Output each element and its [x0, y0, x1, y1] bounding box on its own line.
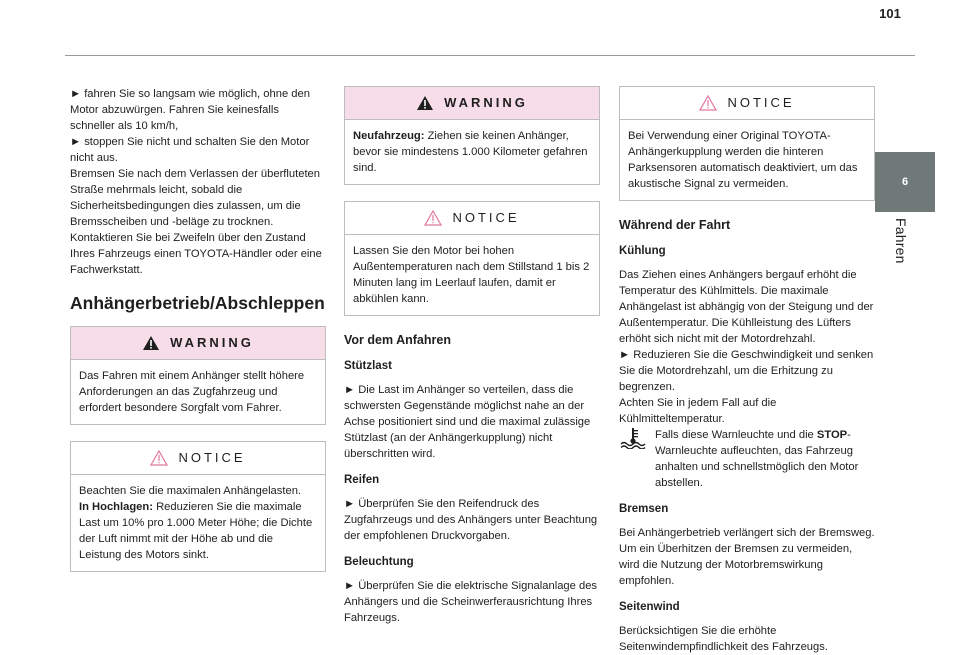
notice-header — [620, 87, 874, 120]
caution-icon — [424, 210, 442, 226]
warning-box — [344, 86, 600, 185]
notice-title: NOTICE — [452, 210, 520, 225]
notice-text-cont: Reduzieren Sie die maximale Last um 10% pro 1.000 Meter Höhe; die Dichte der Luft nimmt mit der Höhe ab und die Leistung des Motors sinkt. — [79, 501, 313, 561]
subheading: Reifen — [344, 474, 380, 486]
paragraph: Das Ziehen eines Anhängers bergauf erhöht die Temperatur des Kühlmittels. Die maximale Anhängelast ist abhängig von der Steigung und der Außentemperatur. Die Kühlleistung des Lüfters erhöht sich nicht mit der Motordrehzahl. — [619, 269, 874, 345]
paragraph — [70, 86, 326, 134]
column-2 — [344, 86, 600, 626]
subheading: Beleuchtung — [344, 556, 414, 568]
warning-header — [71, 327, 325, 360]
section-heading: Anhängerbetrieb/Abschleppen — [70, 293, 325, 313]
bullet-icon: ► — [344, 498, 359, 510]
bullet-text: Reduzieren Sie die Geschwindigkeit und senken Sie die Motordrehzahl, um die Erhitzung zu begrenzen. — [619, 349, 874, 393]
notice-header — [71, 442, 325, 475]
column-3 — [619, 86, 875, 655]
bullet-icon: ► — [70, 88, 85, 100]
paragraph: Bremsen Sie nach dem Verlassen der überfluteten Straße mehrmals leicht, sobald die Sicherheitsbedingungen dies zulassen, um die Bremsscheiben und -beläge zu trocknen. — [70, 168, 320, 228]
paragraph: Berücksichtigen Sie die erhöhte Seitenwindempfindlichkeit des Fahrzeugs. — [619, 625, 828, 653]
notice-title: NOTICE — [178, 450, 246, 465]
warning-title: WARNING — [444, 95, 528, 110]
warning-icon — [142, 335, 160, 351]
paragraph: Achten Sie in jedem Fall auf die Kühlmitteltemperatur. — [619, 397, 777, 425]
subheading: Kühlung — [619, 245, 666, 257]
lamp-text-2: -Warnleuchte aufleuchten, das Fahrzeug anhalten und schnellstmöglich den Motor abstellen. — [655, 429, 859, 489]
warning-text: Ziehen sie keinen Anhänger, bevor sie mindestens 1.000 Kilometer gefahren sind. — [353, 130, 588, 174]
caution-icon — [150, 450, 168, 466]
chapter-title: Fahren — [893, 218, 909, 264]
lamp-text-1: Falls diese Warnleuchte und die — [655, 429, 817, 441]
paragraph — [344, 382, 600, 462]
warning-bold: Neufahrzeug: — [353, 130, 425, 142]
bullet-text: Die Last im Anhänger so verteilen, dass die schwersten Gegenstände möglichst nahe an der Achse positioniert sind und die maximal zulässige Stützlast (an der Anhängerkupplung) nicht überschritten wird. — [344, 384, 591, 460]
notice-body — [71, 475, 325, 571]
paragraph — [619, 347, 875, 395]
notice-bold: In Hochlagen: — [79, 501, 153, 513]
section-heading: Während der Fahrt — [619, 218, 731, 232]
column-1 — [70, 86, 326, 588]
paragraph: Kontaktieren Sie bei Zweifeln über den Zustand Ihres Fahrzeugs einen TOYOTA-Händler oder eine Fachwerkstatt. — [70, 232, 322, 276]
bullet-icon: ► — [344, 580, 359, 592]
bullet-icon: ► — [619, 349, 634, 361]
bullet-text: Überprüfen Sie die elektrische Signalanlage des Anhängers und die Scheinwerferausrichtung Ihres Fahrzeugs. — [344, 580, 598, 624]
header-rule — [65, 55, 915, 56]
notice-text — [79, 499, 317, 563]
subheading: Seitenwind — [619, 601, 680, 613]
paragraph — [344, 578, 600, 626]
lamp-text — [655, 427, 875, 491]
notice-box — [70, 441, 326, 572]
notice-box — [619, 86, 875, 201]
notice-title: NOTICE — [727, 95, 795, 110]
page-number: 101 — [879, 6, 901, 21]
bullet-text: Überprüfen Sie den Reifendruck des Zugfahrzeugs und des Anhängers unter Beachtung der empfohlenen Druckvorgaben. — [344, 498, 598, 542]
notice-text: Lassen Sie den Motor bei hohen Außentemperaturen nach dem Stillstand 1 bis 2 Minuten lang im Leerlauf laufen, damit er abkühlen kann. — [353, 245, 590, 305]
bullet-text: stoppen Sie nicht und schalten Sie den Motor nicht aus. — [70, 136, 310, 164]
paragraph — [70, 134, 326, 166]
caution-icon — [699, 95, 717, 111]
stop-label: STOP — [816, 429, 848, 441]
warning-lamp-row — [619, 427, 875, 491]
warning-title: WARNING — [170, 335, 254, 350]
warning-box — [70, 326, 326, 425]
paragraph: Bei Anhängerbetrieb verlängert sich der Bremsweg. Um ein Überhitzen der Bremsen zu vermeiden, wird die Nutzung der Motorbremswirkung empfohlen. — [619, 527, 875, 587]
warning-header — [345, 87, 599, 120]
notice-text: Bei Verwendung einer Original TOYOTA-Anhängerkupplung werden die hinteren Parksensoren automatisch deaktiviert, um das akustische Signal zu vermeiden. — [628, 130, 858, 190]
coolant-temperature-icon — [619, 427, 649, 491]
bullet-text: fahren Sie so langsam wie möglich, ohne den Motor abzuwürgen. Fahren Sie keinesfalls schneller als 10 km/h, — [70, 88, 310, 132]
section-heading: Vor dem Anfahren — [344, 333, 451, 347]
warning-body — [345, 120, 599, 184]
chapter-tab[interactable]: 6 — [875, 152, 935, 212]
paragraph — [344, 496, 600, 544]
subheading: Stützlast — [344, 360, 392, 372]
notice-header — [345, 202, 599, 235]
warning-icon — [416, 95, 434, 111]
notice-text: Beachten Sie die maximalen Anhängelasten. — [79, 485, 302, 497]
bullet-icon: ► — [70, 136, 85, 148]
notice-box — [344, 201, 600, 316]
bullet-icon: ► — [344, 384, 359, 396]
subheading: Bremsen — [619, 503, 669, 515]
warning-text: Das Fahren mit einem Anhänger stellt höhere Anforderungen an das Zugfahrzeug und erfordert besondere Sorgfalt vom Fahrer. — [79, 370, 305, 414]
